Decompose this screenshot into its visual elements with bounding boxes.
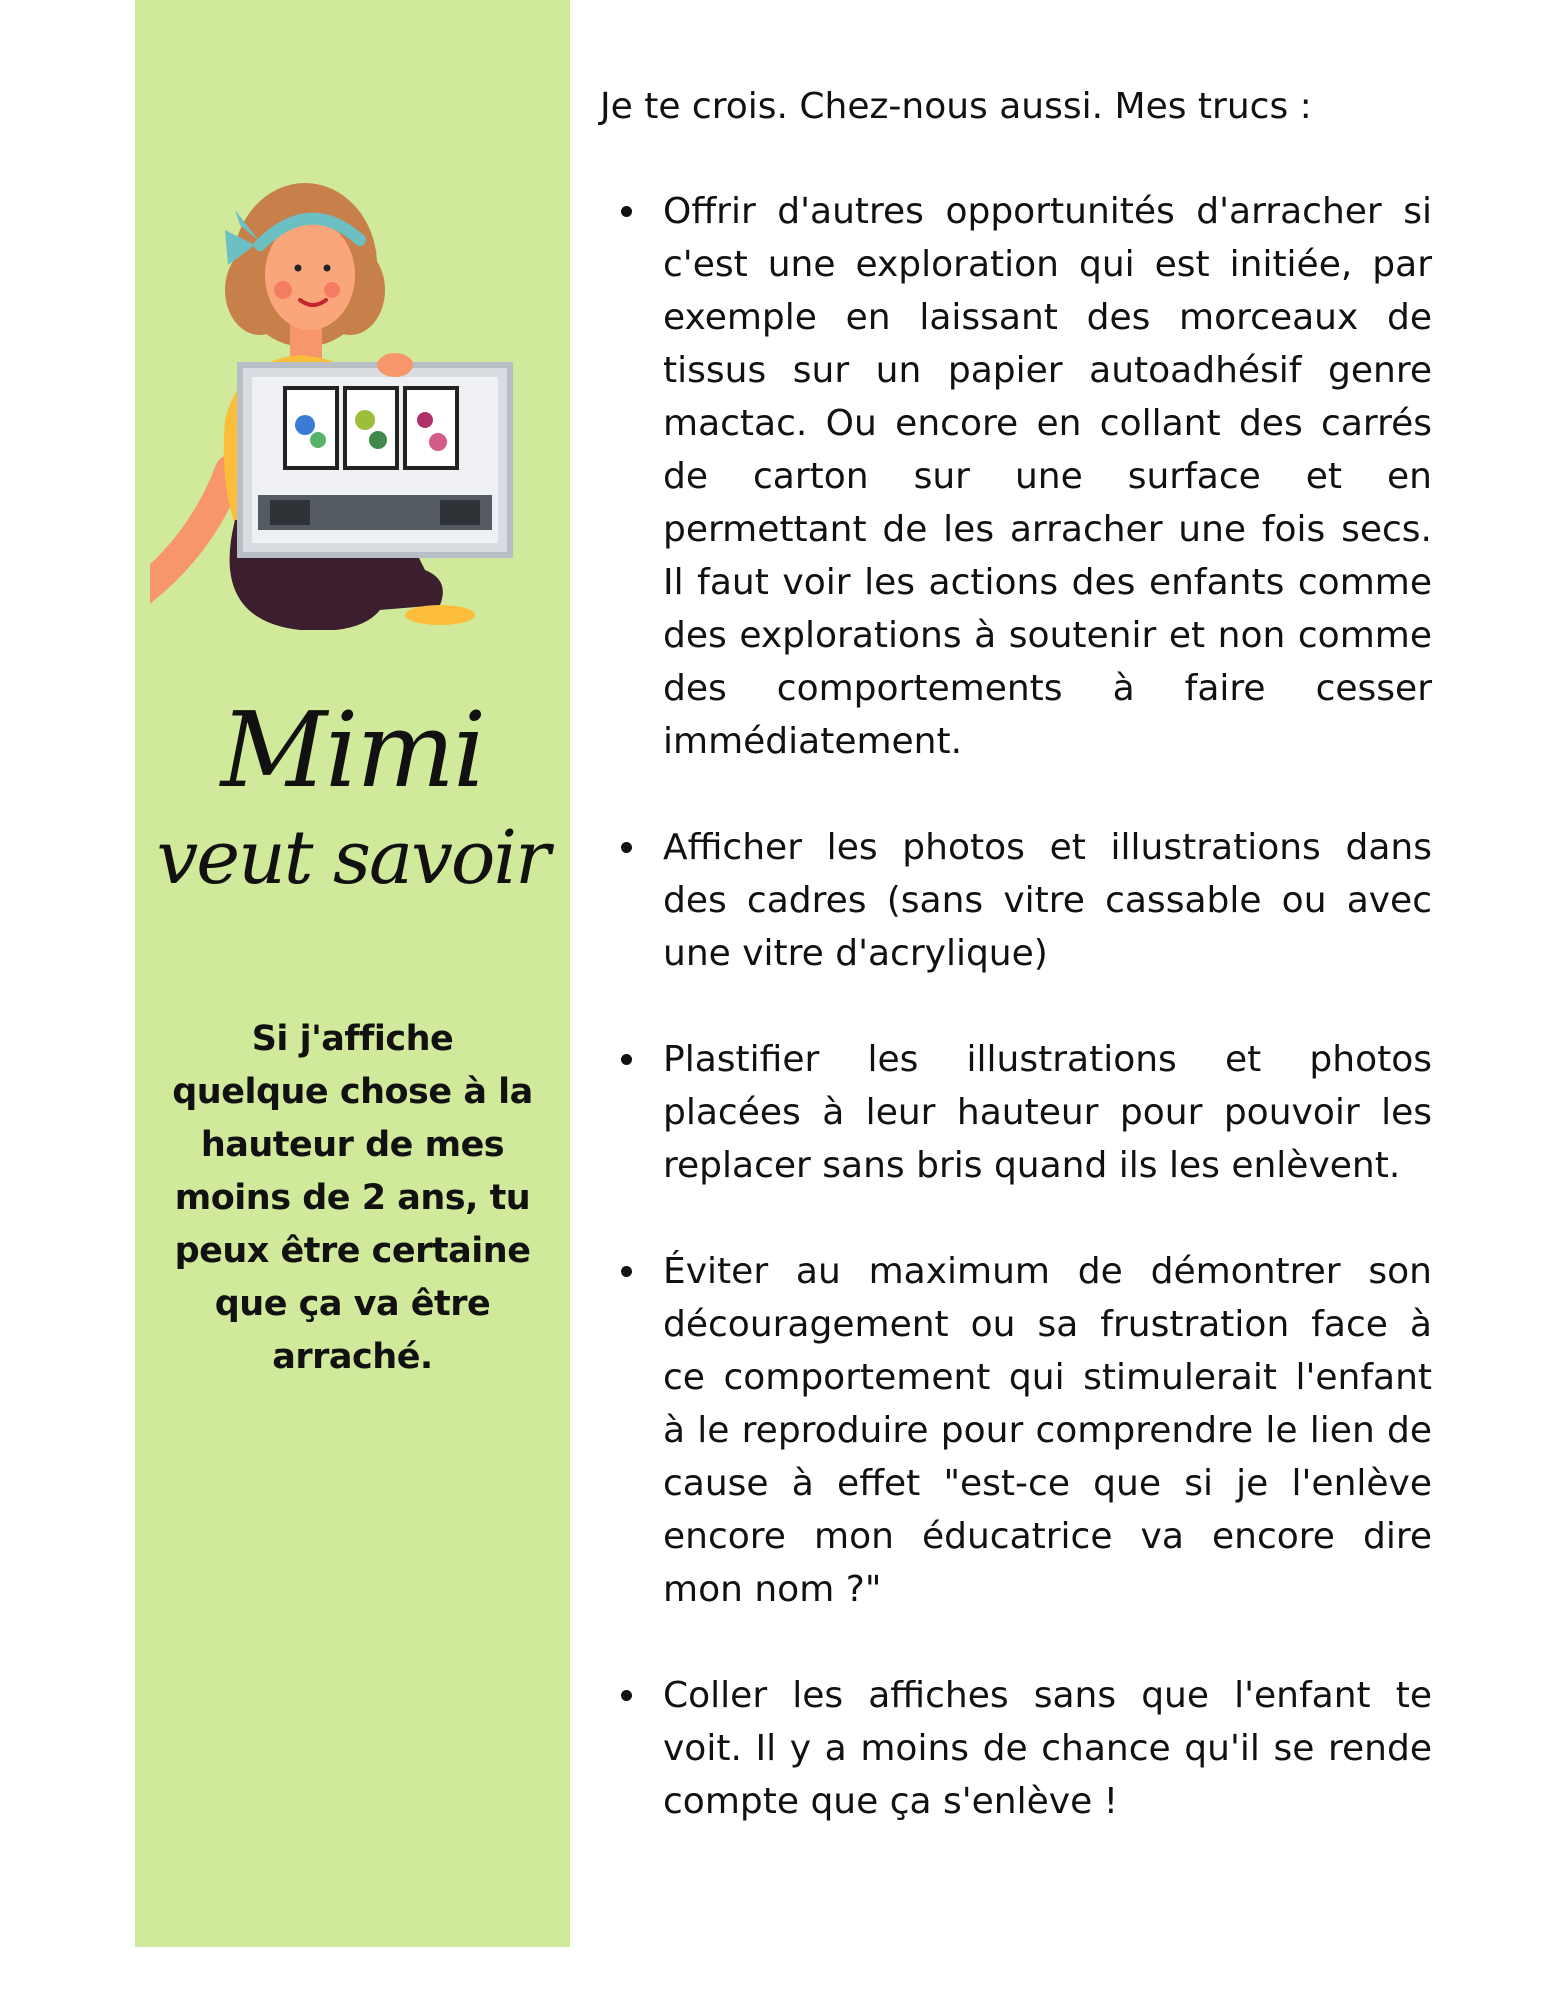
tips-list: [600, 185, 1432, 1828]
intro-text: Je te crois. Chez-nous aussi. Mes trucs :: [600, 86, 1312, 127]
tip-text: Plastifier les illustrations et photos placées à leur hauteur pour pouvoir les replacer sans bris quand ils les enlèvent.: [663, 1039, 1432, 1186]
title-line-mimi: Mimi: [220, 689, 485, 811]
tip-item: [600, 1669, 1432, 1828]
bullet-icon: [621, 842, 632, 853]
tip-text: Offrir d'autres opportunités d'arracher si c'est une exploration qui est initiée, par exemple en laissant des morceaux de tissus sur un papier autoadhésif genre mactac. Ou encore en collant des carrés de carton sur une surface et en permettant de les arracher une fois secs. Il faut voir les actions des enfants comme des explorations à soutenir et non comme des comportements à faire cesser immédiatement.: [663, 191, 1432, 762]
sidebar-question: Si j'affiche quelque chose à la hauteur de mes moins de 2 ans, tu peux être certaine que ça va être arraché.: [172, 1019, 533, 1377]
bullet-icon: [621, 1054, 632, 1065]
title-line-veut-savoir: veut savoir: [156, 815, 549, 901]
bullet-icon: [621, 206, 632, 217]
sidebar-title: [135, 690, 570, 906]
woman-holding-frame-illustration: [150, 150, 550, 630]
main-content: [600, 80, 1432, 1881]
tip-item: [600, 1033, 1432, 1192]
tip-item: [600, 185, 1432, 768]
tip-text: Afficher les photos et illustrations dans des cadres (sans vitre cassable ou avec une vitre d'acrylique): [663, 827, 1432, 974]
bullet-icon: [621, 1266, 632, 1277]
tip-item: [600, 821, 1432, 980]
bullet-icon: [621, 1690, 632, 1701]
tip-text: Coller les affiches sans que l'enfant te voit. Il y a moins de chance qu'il se rende compte que ça s'enlève !: [663, 1675, 1432, 1822]
tip-text: Éviter au maximum de démontrer son découragement ou sa frustration face à ce comportement qui stimulerait l'enfant à le reproduire pour comprendre le lien de cause à effet "est-ce que si je l'enlève encore mon éducatrice va encore dire mon nom ?": [663, 1251, 1432, 1610]
tip-item: [600, 1245, 1432, 1616]
